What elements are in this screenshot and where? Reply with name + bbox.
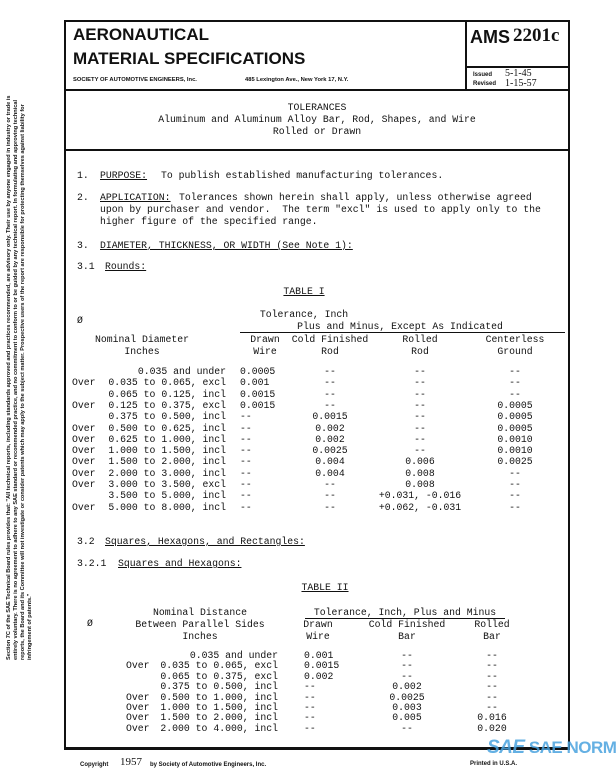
table-1-row-value: 0.0025 (497, 456, 533, 468)
table-2-row-value: -- (486, 702, 498, 713)
section-3-2-number: 3.2 (77, 536, 95, 547)
table-2-row-value: -- (486, 670, 498, 682)
doc-title-line2: Aluminum and Aluminum Alloy Bar, Rod, Shapes, and Wire (158, 114, 476, 125)
table-1-column-header: Nominal Diameter (94, 334, 190, 345)
spec-number: 2201c (513, 25, 560, 46)
table-1-column-header: Drawn (250, 334, 280, 345)
table-2-row-value: 0.0015 (304, 660, 340, 672)
section-1-text: To publish established manufacturing tolerances. (161, 170, 444, 181)
section-3-2-1-heading: Squares and Hexagons: (118, 558, 242, 569)
table-1-row-value: -- (414, 377, 426, 389)
table-1-row-value: +0.062, -0.031 (378, 501, 462, 513)
table-1-row-range: 1.500 to 2.000, incl (108, 456, 226, 468)
table-2-row-range: 2.000 to 4.000, incl (160, 722, 278, 734)
section-1-number: 1. (77, 170, 89, 181)
table-1-row-value: -- (240, 501, 252, 513)
table-1-row-value: 0.0005 (497, 399, 533, 411)
table-1-row-value: -- (324, 388, 336, 400)
section-3-2-1-number: 3.2.1 (77, 558, 107, 569)
table-1-row-value: -- (324, 501, 336, 513)
diameter-symbol: Ø (77, 315, 83, 326)
section-2-text-line1: Tolerances shown herein shall apply, unless otherwise agreed (179, 192, 532, 203)
table-1-row-value: 0.0015 (240, 399, 276, 411)
copyright-year: 1957 (120, 756, 142, 768)
table-1-column-header: Rolled (402, 334, 438, 345)
table-1-group-header: Tolerance, Inch (259, 309, 349, 320)
header-divider (465, 20, 467, 89)
table-1-row-prefix: Over (72, 399, 96, 411)
table-1-row-value: -- (324, 377, 336, 389)
table-1-row-value: -- (509, 490, 521, 502)
table-2-row-value: -- (304, 712, 316, 724)
table-1-group-header: Plus and Minus, Except As Indicated (297, 321, 503, 332)
table-2-row-value: -- (304, 702, 316, 713)
table-1-row-value: -- (414, 411, 426, 423)
table-2-row-range: 0.375 to 0.500, incl (160, 681, 278, 693)
table-1-row-range: 0.500 to 0.625, incl (108, 422, 226, 434)
table-1-row-value: 0.001 (240, 377, 270, 389)
distance-symbol: Ø (87, 618, 93, 629)
issued-label: Issued (473, 72, 493, 78)
table-1-row-value: 0.0005 (497, 422, 533, 434)
table-1-column-header: Rod (321, 346, 339, 357)
table-2-row-range: 0.035 and under (189, 650, 278, 661)
table-2-row-prefix: Over (126, 722, 150, 734)
watermark-logo: SAE SAE NORM (487, 737, 616, 758)
section-3-number: 3. (77, 240, 89, 251)
table-2-row-value: 0.002 (304, 670, 334, 682)
section-3-1-heading: Rounds: (105, 261, 147, 272)
spec-prefix: AMS (470, 27, 510, 47)
society-address: 485 Lexington Ave., New York 17, N.Y. (245, 77, 349, 83)
table-1-row-value: -- (414, 445, 426, 457)
table-1-row-range: 0.035 to 0.065, excl (108, 377, 226, 389)
table-1-row-value: -- (414, 366, 426, 377)
table-2-row-value: -- (486, 691, 498, 703)
table-1-row-value: -- (414, 399, 426, 411)
table-2-row-range: 0.065 to 0.375, excl (160, 670, 278, 682)
table-1-row-value: +0.031, -0.016 (378, 490, 462, 502)
table-2-row-value: 0.005 (392, 712, 422, 724)
table-1-row-value: -- (324, 366, 336, 377)
table-2-column-header: Nominal Distance (152, 607, 248, 618)
table-1-row-value: 0.0005 (497, 411, 533, 423)
section-2-heading: APPLICATION: (100, 192, 171, 203)
table-1-row-value: 0.006 (405, 456, 435, 468)
table-1-row-value: 0.0010 (497, 433, 533, 445)
printed-in: Printed in U.S.A. (470, 761, 518, 767)
table-1-row-value: -- (240, 445, 252, 457)
table-1-row-value: -- (414, 422, 426, 434)
table-1-row-value: -- (324, 490, 336, 502)
section-3-2-heading: Squares, Hexagons, and Rectangles: (105, 536, 305, 547)
table-1-row-value: -- (240, 422, 252, 434)
table-1-row-prefix: Over (72, 479, 96, 490)
table-1-column-header: Ground (497, 346, 533, 357)
table-1-row-value: -- (414, 433, 426, 445)
table-2-row-value: -- (486, 681, 498, 693)
table-2-row-value: 0.003 (392, 702, 422, 713)
table-1-row-prefix: Over (72, 456, 96, 468)
table-1-row-value: -- (324, 479, 336, 490)
table-1-row-range: 2.000 to 3.000, incl (108, 467, 226, 479)
table-1-row-value: 0.0015 (312, 411, 348, 423)
table-1-row-range: 1.000 to 1.500, incl (108, 445, 226, 457)
table-1-row-value: -- (509, 388, 521, 400)
table-2-row-value: 0.0025 (389, 691, 425, 703)
society-name: SOCIETY OF AUTOMOTIVE ENGINEERS, Inc. (73, 77, 197, 83)
table-1-column-header: Cold Finished (291, 334, 369, 345)
header-title-line2: MATERIAL SPECIFICATIONS (73, 49, 306, 68)
table-1-row-value: -- (240, 411, 252, 423)
table-1-row-prefix: Over (72, 501, 96, 513)
table-2-row-range: 1.500 to 2.000, incl (160, 712, 278, 724)
revised-date: 1-15-57 (505, 78, 537, 89)
sae-disclaimer-note: Section 7C of the SAE Technical Board rules provides that: "All technical reports, including standards approved and practices recommended, are advisory only. Their use by anyone engaged in industry or trade is entirely voluntary. There is no agreement to adhere to any SAE standard or recommended practice, and no commitment to conform to or be guided by any technical report. In formulating and approving technical reports, the Board and its Committee will not investigate or consider patents which may apply to the subject matter. Prospective users of the report are responsible for protecting themselves against liability for infringement of patents." (6, 95, 33, 660)
table-1-row-value: -- (509, 366, 521, 377)
table-1-row-value: -- (414, 388, 426, 400)
table-1-row-value: 0.0005 (240, 366, 276, 377)
table-1-row-value: -- (509, 479, 521, 490)
table-1-row-range: 3.500 to 5.000, incl (108, 490, 226, 502)
table-2-row-value: -- (401, 670, 413, 682)
table-2-row-value: 0.002 (392, 681, 422, 693)
table-2-row-value: -- (304, 691, 316, 703)
table-2-column-header: Inches (182, 631, 218, 642)
table-2-column-header: Between Parallel Sides (135, 619, 265, 630)
header-divider (64, 89, 568, 91)
table-1-row-value: 0.0025 (312, 445, 348, 457)
table-2-column-header: Drawn (303, 619, 333, 630)
revised-label: Revised (473, 81, 497, 87)
table-2-row-prefix: Over (126, 712, 150, 724)
table-2-row-value: -- (486, 650, 498, 661)
table-1-row-value: 0.004 (315, 456, 345, 468)
table-2-column-header: Cold Finished (368, 619, 446, 630)
table-2-row-value: -- (304, 681, 316, 693)
table-1-row-prefix: Over (72, 422, 96, 434)
table-1-row-value: 0.002 (315, 433, 345, 445)
table-1-row-range: 0.125 to 0.375, excl (108, 399, 226, 411)
table-2-column-header: Bar (398, 631, 416, 642)
section-2-text-line3: higher figure of the specified range. (100, 216, 318, 227)
table-1-row-value: 0.008 (405, 479, 435, 490)
table-2-row-value: -- (304, 722, 316, 734)
table-1-row-value: -- (240, 433, 252, 445)
table-1-row-range: 3.000 to 3.500, excl (108, 479, 226, 490)
table-1-row-value: 0.004 (315, 467, 345, 479)
doc-title-line3: Rolled or Drawn (272, 126, 362, 137)
table-2-row-value: 0.020 (477, 722, 507, 734)
table-2-column-header: Rolled (474, 619, 510, 630)
table-1-title: TABLE I (283, 286, 325, 297)
table-2-row-prefix: Over (126, 660, 150, 672)
table-1-row-value: 0.0010 (497, 445, 533, 457)
table-2-column-header: Bar (483, 631, 501, 642)
watermark-text: SAE NORM (528, 738, 616, 757)
title-divider (64, 149, 568, 151)
table-2-row-prefix: Over (126, 702, 150, 713)
table-1-row-value: -- (240, 456, 252, 468)
table-2-row-range: 0.035 to 0.065, excl (160, 660, 278, 672)
table-2-title: TABLE II (301, 582, 349, 593)
table-1-column-header: Centerless (485, 334, 545, 345)
copyright-label: Copyright (80, 762, 109, 768)
table-1-row-range: 5.000 to 8.000, incl (108, 501, 226, 513)
table-2-column-header: Wire (306, 631, 330, 642)
table-1-row-prefix: Over (72, 445, 96, 457)
section-2-number: 2. (77, 192, 89, 203)
table-1-row-value: 0.0015 (240, 388, 276, 400)
doc-title-line1: TOLERANCES (287, 102, 347, 113)
table-1-row-value: -- (324, 399, 336, 411)
table-2-row-value: -- (486, 660, 498, 672)
section-2-text-line2: upon by purchaser and vendor. The term "excl" is used to apply only to the (100, 204, 541, 215)
table-1-row-value: 0.008 (405, 467, 435, 479)
table-2-row-value: 0.001 (304, 650, 334, 661)
table-1-row-range: 0.065 to 0.125, incl (108, 388, 226, 400)
section-1-heading: PURPOSE: (100, 170, 148, 181)
table-1-header-rule (240, 332, 565, 333)
table-1-row-prefix: Over (72, 377, 96, 389)
copyright-owner: by Society of Automotive Engineers, Inc. (150, 762, 267, 768)
table-1-column-header: Rod (411, 346, 429, 357)
table-2-row-value: -- (401, 722, 413, 734)
table-1-row-range: 0.625 to 1.000, incl (108, 433, 226, 445)
table-2-row-range: 0.500 to 1.000, incl (160, 691, 278, 703)
table-1-row-prefix: Over (72, 433, 96, 445)
table-1-row-value: -- (240, 467, 252, 479)
table-1-row-range: 0.375 to 0.500, incl (108, 411, 226, 423)
table-2-row-prefix: Over (126, 691, 150, 703)
section-3-heading: DIAMETER, THICKNESS, OR WIDTH (See Note 1): (100, 240, 353, 251)
table-2-group-header: Tolerance, Inch, Plus and Minus (313, 607, 497, 618)
table-1-row-value: -- (509, 377, 521, 389)
header-title-line1: AERONAUTICAL (73, 25, 209, 44)
section-3-1-number: 3.1 (77, 261, 95, 272)
table-2-row-value: -- (401, 660, 413, 672)
table-1-row-value: 0.002 (315, 422, 345, 434)
table-2-row-value: -- (401, 650, 413, 661)
table-1-row-value: -- (509, 501, 521, 513)
table-1-row-value: -- (240, 479, 252, 490)
table-1-column-header: Wire (253, 346, 277, 357)
table-2-row-value: 0.016 (477, 712, 507, 724)
issued-date: 5-1-45 (505, 68, 532, 79)
table-2-row-range: 1.000 to 1.500, incl (160, 702, 278, 713)
table-1-row-value: -- (509, 467, 521, 479)
table-1-column-header: Inches (124, 346, 160, 357)
table-1-row-value: -- (240, 490, 252, 502)
table-1-row-prefix: Over (72, 467, 96, 479)
table-1-row-range: 0.035 and under (137, 366, 226, 377)
